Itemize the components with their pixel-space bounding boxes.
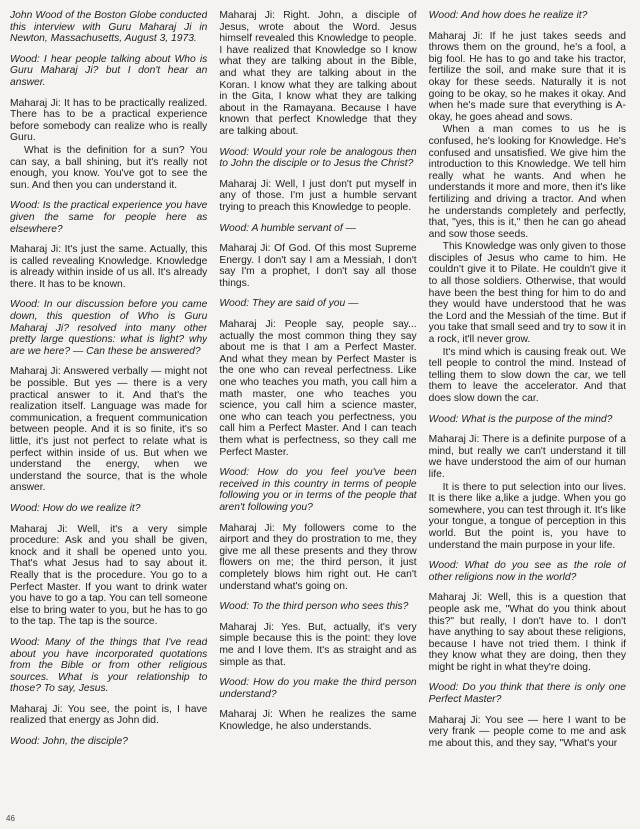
answer-paragraph: Maharaj Ji: Well, it's a very simple procedure: Ask and you shall be given, knock and it shall be opened unto you. That's what Jesus had to say about it. Really that is the procedure. You go to a Perfect Master. If you want to drink water you have to go a tap. You can tell someone else to bring water to you, but he has to go to the tap. The tap is the source. — [10, 523, 208, 628]
answer-paragraph: Maharaj Ji: There is a definite purpose of a mind, but really we can't understand it till we have understood the aim of our human life. — [428, 434, 626, 480]
question-paragraph: Wood: In our discussion before you came down, this question of Who is Guru Maharaj Ji? resolved into many other pretty large questions: what is light? why are we here? — Can these be answered? — [10, 299, 208, 357]
page-number: 46 — [6, 814, 15, 823]
question-paragraph: Wood: Would your role be analogous then to John the disciple or to Jesus the Christ? — [219, 146, 417, 170]
question-paragraph: Wood: Do you think that there is only one Perfect Master? — [428, 682, 626, 706]
answer-paragraph: Maharaj Ji: Answered verbally — might not be possible. But yes — there is a very practical answer to it. And that's the realization itself. Language was made for communication, a frequent communication between people. And it is so finite, it's so little, it's just not perfect to relate what is perfect within inside of us. But when we understand the energy, when we understand the source, that is the whole answer. — [10, 366, 208, 494]
answer-paragraph: Maharaj Ji: Well, this is a question that people ask me, "What do you think about this?" but really, I don't have to. I don't have anything to say about these religions, because I have not tried them. I think if they know what they are doing, then they might be right in what they're doing. — [428, 592, 626, 673]
question-paragraph: Wood: How do you feel you've been received in this country in terms of people following you or in terms of the people that aren't following you? — [219, 467, 417, 513]
answer-paragraph: This Knowledge was only given to those disciples of Jesus who came to him. He couldn't give it to Pilate. He couldn't give it to all those soldiers. Otherwise, that would have been the best thing for him to do and they would have understood that he was the Lord and the Messiah of the time. But if you take that small seed and try to sow it in a rock, it'll never grow. — [428, 241, 626, 346]
answer-paragraph: Maharaj Ji: My followers come to the airport and they do prostration to me, they give me all these presents and they throw flowers on me; the third person, it just completely blows him right out. He can't understand what's going on. — [219, 522, 417, 592]
answer-paragraph: Maharaj Ji: If he just takes seeds and throws them on the ground, he's a fool, a big fool. He has to go and take his tractor, fertilize the soil, and make sure that it is okay for these seeds. Naturally it is not going to be okay, so he makes it okay. And when he's made sure that everything is A-okay, he goes ahead and sows. — [428, 30, 626, 123]
question-paragraph: Wood: How do you make the third person understand? — [219, 677, 417, 700]
answer-paragraph: When a man comes to us he is confused, he's looking for Knowledge. He's confused and unsatisfied. We give him the introduction to this Knowledge. We tell him really what he wants. And when he understands it more and more, then it's like fertilizing and driving a tractor. And when he understands completely and perfectly, that, "yes, this is it," then he can go ahead and sow those seeds. — [428, 124, 626, 240]
question-paragraph: Wood: A humble servant of — — [219, 222, 356, 234]
answer-paragraph: What is the definition for a sun? You can say, a ball shining, but it's really not enough, you know. You've got to see the sun. And then you can understand it. — [10, 144, 208, 191]
answer-paragraph: Maharaj Ji: When he realizes the same Knowledge, he also understands. — [219, 709, 417, 732]
answer-paragraph: Maharaj Ji: Yes. But, actually, it's very simple because this is the point: they love me and I love them. It's as straight and as simple as that. — [219, 621, 417, 668]
answer-paragraph: Maharaj Ji: Well, I just don't put myself in any of those. I'm just a humble servant trying to preach this Knowledge to people. — [219, 178, 417, 213]
text-columns — [10, 10, 626, 820]
column-middle — [219, 10, 416, 820]
question-paragraph: Wood: What do you see as the role of other religions now in the world? — [428, 560, 626, 583]
question-paragraph: Wood: I hear people talking about Who is Guru Maharaj Ji? but I don't hear an answer. — [10, 53, 208, 88]
answer-paragraph: Maharaj Ji: You see — here I want to be very frank — people come to me and ask me about this, and they say, "What's your — [428, 714, 626, 749]
answer-paragraph: Maharaj Ji: Of God. Of this most Supreme Energy. I don't say I am a Messiah, I don't say I'm a prophet, I don't say all those things. — [219, 243, 417, 289]
answer-paragraph: Maharaj Ji: It has to be practically realized. There has to be a practical experience before somebody can realize who is really Guru. — [10, 97, 208, 144]
question-paragraph: Wood: Many of the things that I've read about you have incorporated quotations from the Bible or from other religious sources. What is your relationship to those? To say, Jesus. — [10, 636, 208, 695]
answer-paragraph: Maharaj Ji: You see, the point is, I have realized that energy as John did. — [10, 703, 208, 727]
question-paragraph: Wood: Is the practical experience you have given the same for people here as elsewhere? — [10, 200, 208, 235]
question-paragraph: Wood: How do we realize it? — [10, 502, 141, 514]
question-paragraph: Wood: What is the purpose of the mind? — [428, 413, 613, 425]
column-left — [10, 10, 207, 820]
question-paragraph: Wood: They are said of you — — [219, 298, 359, 310]
answer-paragraph: Maharaj Ji: People say, people say... actually the most common thing they say about me is that I am a Perfect Master. And what they mean by Perfect Master is the one who can reveal perfectness. Like one who teaches you math, you call him a math master, one who teaches you science, you call him a science master, one who can teach you perfectness, you call him a Perfect Master. And I can teach them what is perfectness, so they call me Perfect Master. — [219, 319, 417, 458]
answer-paragraph: It is there to put selection into our lives. It is there like a,like a judge. When you go somewhere, you can test through it. It's like your tongue, a tongue of perception in this world. But the point is, you have to understand the main purpose in your life. — [428, 481, 626, 551]
question-paragraph: Wood: To the third person who sees this? — [219, 601, 409, 613]
answer-paragraph: Maharaj Ji: Right. John, a disciple of Jesus, wrote about the Word. Jesus himself revealed this Knowledge to people. I have realized that Knowledge so I know what they are talking about in the Bible, and what they are talking about in the Koran. I know what they are talking about in the Gita, I know what they are talking about in the Ramayana. Because I have known that perfect Knowledge that they are talking about. — [219, 10, 417, 137]
question-paragraph: John Wood of the Boston Globe conducted this interview with Guru Maharaj Ji in Newton, Massachusetts, August 3, 1973. — [10, 10, 208, 45]
answer-paragraph: It's mind which is causing freak out. We tell people to control the mind. Instead of telling them to slow down the car, we tell them to leave the accelerator. And that does slow down the car. — [428, 346, 626, 404]
question-paragraph: Wood: John, the disciple? — [10, 736, 128, 748]
answer-paragraph: Maharaj Ji: It's just the same. Actually, this is called revealing Knowledge. Knowledge is already within inside of us all. It's already there. It has to be known. — [10, 244, 208, 290]
column-right — [429, 10, 626, 820]
question-paragraph: Wood: And how does he realize it? — [428, 10, 588, 21]
